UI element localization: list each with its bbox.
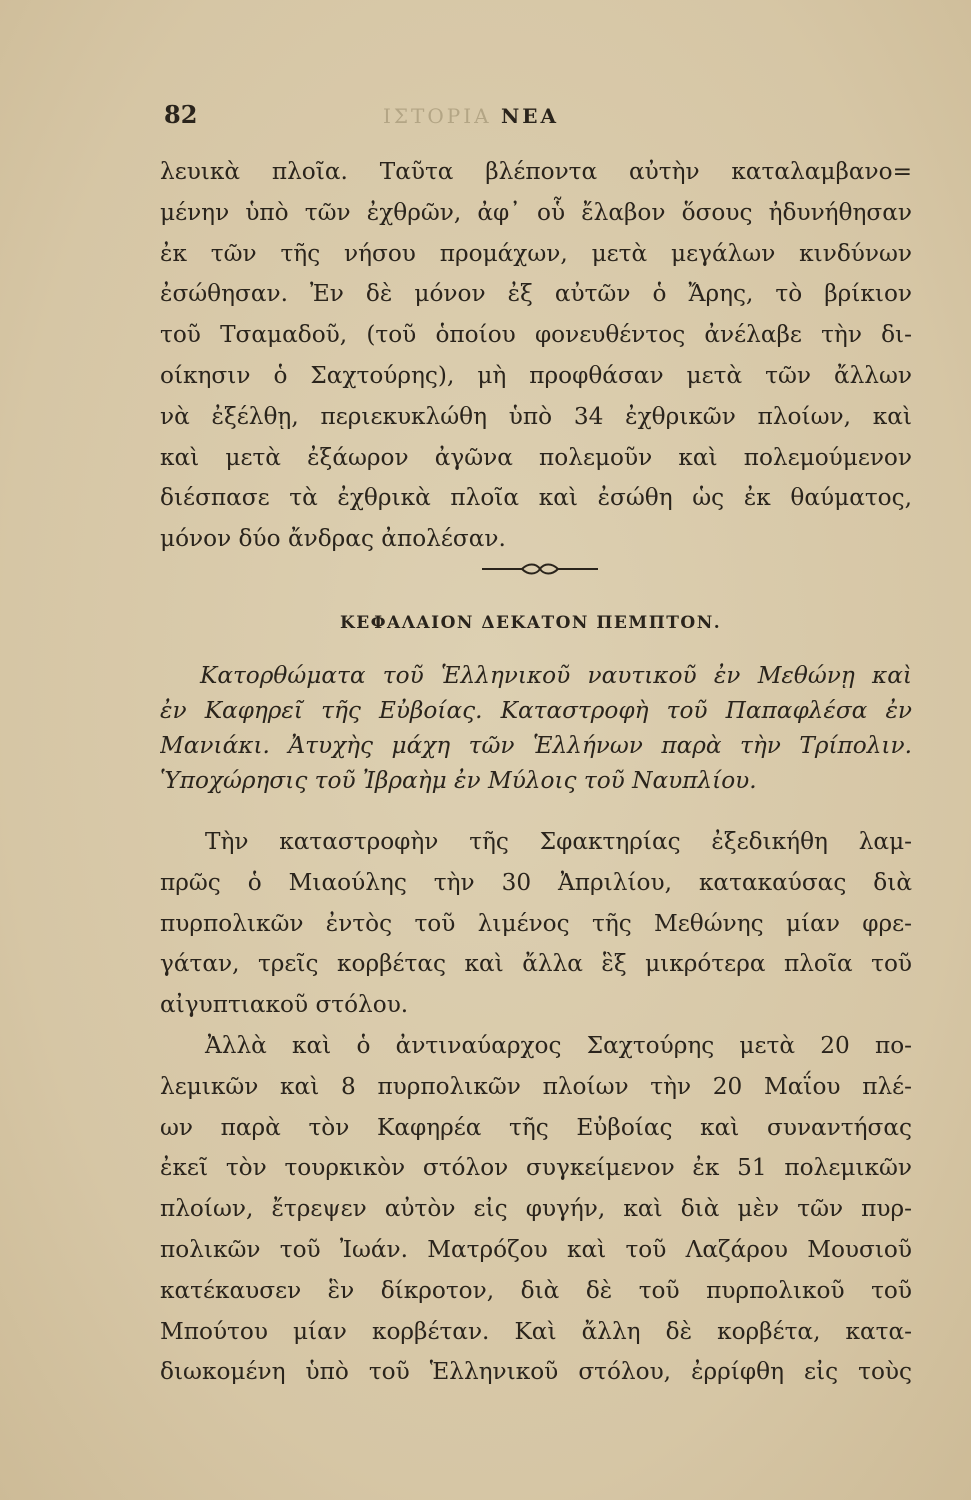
text-line: πλοίων, ἔτρεψεν αὐτὸν εἰς φυγήν, καὶ διὰ μὲν τῶν πυρ- [160,1195,912,1223]
text-line: ων παρὰ τὸν Καφηρέα τῆς Εὐβοίας καὶ συναντήσας [160,1113,912,1141]
top-paragraph [160,152,912,560]
running-head [383,104,559,128]
text-line: καὶ μετὰ ἐξάωρον ἀγῶνα πολεμοῦν καὶ πολεμούμενον [160,443,912,471]
text-line: ἐσώθησαν. Ἐν δὲ μόνον ἐξ αὐτῶν ὁ Ἄρης, τὸ βρίκιον [160,280,912,308]
text-line: ἐκεῖ τὸν τουρκικὸν στόλον συγκείμενον ἐκ 51 πολεμικῶν [160,1154,912,1182]
text-line: μόνον δύο ἄνδρας ἀπολέσαν. [160,525,506,553]
summary-line: Μανιάκι. Ἀτυχὴς μάχη τῶν Ἑλλήνων παρὰ τὴν Τρίπολιν. [160,732,912,759]
divider-ornament [480,562,600,576]
text-line: τοῦ Τσαμαδοῦ, (τοῦ ὁποίου φονευθέντος ἀνέλαβε τὴν δι- [160,321,912,349]
text-line: Μπούτου μίαν κορβέταν. Καὶ ἄλλη δὲ κορβέτα, κατα- [160,1317,912,1345]
running-head-faint: ΙΣΤΟΡΙΑ [383,104,492,128]
text-line: μένην ὑπὸ τῶν ἐχθρῶν, ἀφ᾽ οὗ ἔλαβον ὅσους ἠδυνήθησαν [160,198,912,226]
text-line: νὰ ἐξέλθῃ, περιεκυκλώθη ὑπὸ 34 ἐχθρικῶν πλοίων, καὶ [160,402,912,430]
text-line: διέσπασε τὰ ἐχθρικὰ πλοῖα καὶ ἐσώθη ὡς ἐκ θαύματος, [160,484,912,512]
summary-line: ἐν Καφηρεῖ τῆς Εὐβοίας. Καταστροφὴ τοῦ Παπαφλέσα ἐν [160,697,912,724]
text-line: λεμικῶν καὶ 8 πυρπολικῶν πλοίων τὴν 20 Μαΐου πλέ- [160,1072,912,1100]
text-line: πολικῶν τοῦ Ἰωάν. Ματρόζου καὶ τοῦ Λαζάρου Μουσιοῦ [160,1235,912,1263]
text-line: γάταν, τρεῖς κορβέτας καὶ ἄλλα ἓξ μικρότερα πλοῖα τοῦ [160,950,912,978]
text-line: διωκομένη ὑπὸ τοῦ Ἑλληνικοῦ στόλου, ἐρρίφθη εἰς τοὺς [160,1358,912,1386]
text-line: Ἀλλὰ καὶ ὁ ἀντιναύαρχος Σαχτούρης μετὰ 20 πο- [205,1031,912,1059]
chapter-summary [160,658,912,798]
body-text [160,822,912,1393]
page-header [158,100,918,140]
text-line: πρῶς ὁ Μιαούλης τὴν 30 Ἀπριλίου, κατακαύσας διὰ [160,868,912,896]
chapter-title: ΚΕΦΑΛΑΙΟΝ ΔΕΚΑΤΟΝ ΠΕΜΠΤΟΝ. [340,613,722,633]
summary-line: Κατορθώματα τοῦ Ἑλληνικοῦ ναυτικοῦ ἐν Μεθώνῃ καὶ [200,662,912,689]
text-line: Τὴν καταστροφὴν τῆς Σφακτηρίας ἐξεδικήθη λαμ- [205,828,912,855]
text-line: αἰγυπτιακοῦ στόλου. [160,991,409,1019]
summary-line: Ὑποχώρησις τοῦ Ἰβραὴμ ἐν Μύλοις τοῦ Ναυπλίου. [160,767,757,794]
text-line: λευικὰ πλοῖα. Ταῦτα βλέποντα αὐτὴν καταλαμβανο= [160,158,912,185]
text-line: ἐκ τῶν τῆς νήσου προμάχων, μετὰ μεγάλων κινδύνων [160,239,912,267]
text-line: κατέκαυσεν ἓν δίκροτον, διὰ δὲ τοῦ πυρπολικοῦ τοῦ [160,1276,912,1304]
page-number: 82 [164,100,198,129]
text-line: πυρπολικῶν ἐντὸς τοῦ λιμένος τῆς Μεθώνης μίαν φρε- [160,909,912,937]
text-line: οίκησιν ὁ Σαχτούρης), μὴ προφθάσαν μετὰ τῶν ἄλλων [160,361,912,389]
running-head-title: ΝΕΑ [500,104,559,128]
